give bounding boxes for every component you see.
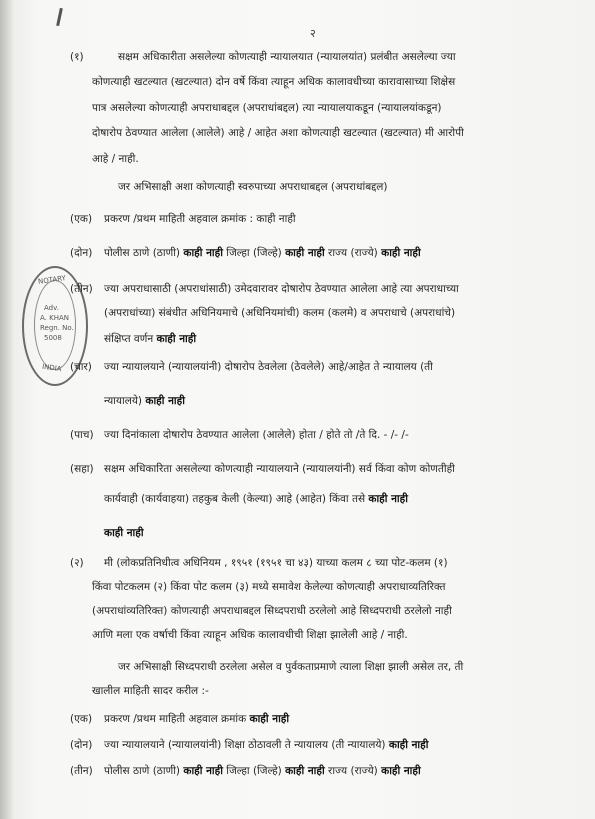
text-line: खालील माहिती सादर करील :- <box>92 685 209 697</box>
item-number: (तीन) <box>70 283 93 295</box>
answer-text: काही नाही <box>183 247 223 259</box>
text-line: कोणत्याही खटल्यात (खटल्यात) दोन वर्षे किंवा त्याहून अधिक कालावधीच्या कारावासाच्या शिक्षेस <box>92 76 456 88</box>
text-line: सक्षम अधिकारिता असलेल्या कोणत्याही न्यायालयाने (न्यायालयांनी) सर्व किंवा कोण कोणतीही <box>104 463 455 475</box>
text-line: किंवा पोटकलम (२) किंवा पोट कलम (३) मध्ये समावेश केलेल्या कोणत्याही अपराधाव्यतिरिक्त <box>92 581 446 593</box>
item-number: (२) <box>70 557 84 569</box>
page-number: २ <box>310 27 316 40</box>
answer-text: काही नाही <box>285 765 325 777</box>
text-line: प्रकरण /प्रथम माहिती अहवाल क्रमांक : काही नाही <box>104 213 296 225</box>
text-line: मी (लोकप्रतिनिधीत्व अधिनियम , १९५१ (१९५१ चा ४३) याच्या कलम ८ च्या पोट-कलम (१) <box>104 557 448 569</box>
item-number: (एक) <box>70 713 93 725</box>
text-line: काही नाही <box>104 527 144 539</box>
stamp-text-2: A. KHAN <box>40 314 69 322</box>
text-line: ज्या अपराधासाठी (अपराधांसाठी) उमेदवारावर दोषारोप ठेवण्यात आलेला आहे त्या अपराधाच्या <box>104 283 459 295</box>
answer-text: काही नाही <box>145 395 185 407</box>
text-line <box>104 712 289 726</box>
text-line: ज्या दिनांकाला दोषारोप ठेवण्यात आलेला (आलेले) होता / होते तो /ते दि. - /- /- <box>104 429 409 441</box>
answer-text: काही नाही <box>156 333 197 345</box>
item-number: (पाच) <box>70 429 94 441</box>
text-fragment: राज्य (राज्ये) <box>324 247 382 259</box>
text-fragment: पोलीस ठाणे (ठाणी) <box>104 765 184 777</box>
stamp-text-3: Regn. No. <box>40 324 74 332</box>
answer-text: काही नाही <box>381 765 421 777</box>
stamp-bottom-text: INDIA <box>41 362 63 374</box>
text-line: (अपराधांच्या) संबंधीत अधिनियमाचे (अधिनियमांची) कलम (कलमे) व अपराधाचे (अपराधांचे) <box>104 307 456 319</box>
item-number: (तीन) <box>70 765 93 777</box>
text-line <box>104 764 421 778</box>
text-fragment: संक्षिप्त वर्णन <box>104 333 157 345</box>
text-fragment: प्रकरण /प्रथम माहिती अहवाल क्रमांक <box>104 713 250 725</box>
stamp-top-text: NOTARY <box>37 274 67 286</box>
text-line: दोषारोप ठेवण्यात आलेला (आलेले) आहे / आहेत अशा कोणत्याही खटल्यात (खटल्यात) मी आरोपी <box>92 127 464 139</box>
text-line <box>104 246 421 260</box>
text-line: सक्षम अधिकारीता असलेल्या कोणत्याही न्यायालयात (न्यायालयांत) प्रलंबीत असलेल्या ज्या <box>118 51 456 63</box>
answer-text: काही नाही <box>381 247 421 259</box>
stamp-text-4: 5008 <box>44 334 62 342</box>
text-line <box>104 492 408 506</box>
text-fragment: पोलीस ठाणे (ठाणी) <box>104 247 184 259</box>
text-fragment: जिल्हा (जिल्हे) <box>222 765 286 777</box>
answer-text: काही नाही <box>388 739 429 751</box>
item-number: (१) <box>70 51 84 63</box>
corner-mark <box>56 8 63 26</box>
text-fragment: कार्यवाही (कार्यवाहया) तहकुब केली (केल्या) आहे (आहेत) किंवा तसे <box>104 493 369 505</box>
answer-text: काही नाही <box>285 247 325 259</box>
text-line: जर अभिसाक्षी सिध्दपराधी ठरलेला असेल व पुर्वकताप्रमाणे त्याला शिक्षा झाली असेल तर, ती <box>118 661 464 673</box>
text-line: आणि मला एक वर्षाची किंवा त्याहून अधिक कालावधीची शिक्षा झालेली आहे / नाही. <box>92 629 408 641</box>
item-number: (सहा) <box>70 463 94 475</box>
answer-text: काही नाही <box>183 765 223 777</box>
item-number: (एक) <box>70 213 93 225</box>
answer-text: काही नाही <box>249 713 290 725</box>
text-line <box>104 738 428 752</box>
item-number: (चार) <box>70 361 92 373</box>
text-line <box>104 332 196 346</box>
text-fragment: राज्य (राज्ये) <box>324 765 382 777</box>
text-line: ज्या न्यायालयाने (न्यायालयांनी) दोषारोप ठेवलेला (ठेवलेले) आहे/आहेत ते न्यायालय (ती <box>104 361 433 373</box>
stamp-text-1: Adv. <box>44 304 59 312</box>
item-number: (दोन) <box>70 739 93 751</box>
scan-edge-shadow <box>0 0 14 819</box>
text-fragment: जिल्हा (जिल्हे) <box>222 247 286 259</box>
item-number: (दोन) <box>70 247 93 259</box>
answer-text: काही नाही <box>368 493 408 505</box>
text-line: पात्र असलेल्या कोणत्याही अपराधाबद्दल (अपराधांबद्दल) त्या न्यायालयाकडून (न्यायालयांकडून) <box>92 102 442 114</box>
text-line: आहे / नाही. <box>92 153 139 165</box>
text-line <box>104 394 185 408</box>
text-line: (अपराधांव्यतिरिक्त) कोणत्याही अपराधाबद्दल सिध्दपराधी ठरलेलो आहे सिध्दपराधी ठरलेलो नाही <box>92 605 452 617</box>
text-fragment: न्यायालये) <box>104 395 146 407</box>
text-fragment: ज्या न्यायालयाने (न्यायालयांनी) शिक्षा ठोठावली ते न्यायालय (ती न्यायालये) <box>104 739 389 751</box>
text-line: जर अभिसाक्षी अशा कोणत्याही स्वरुपाच्या अपराधाबद्दल (अपराधांबद्दल) <box>118 181 388 193</box>
